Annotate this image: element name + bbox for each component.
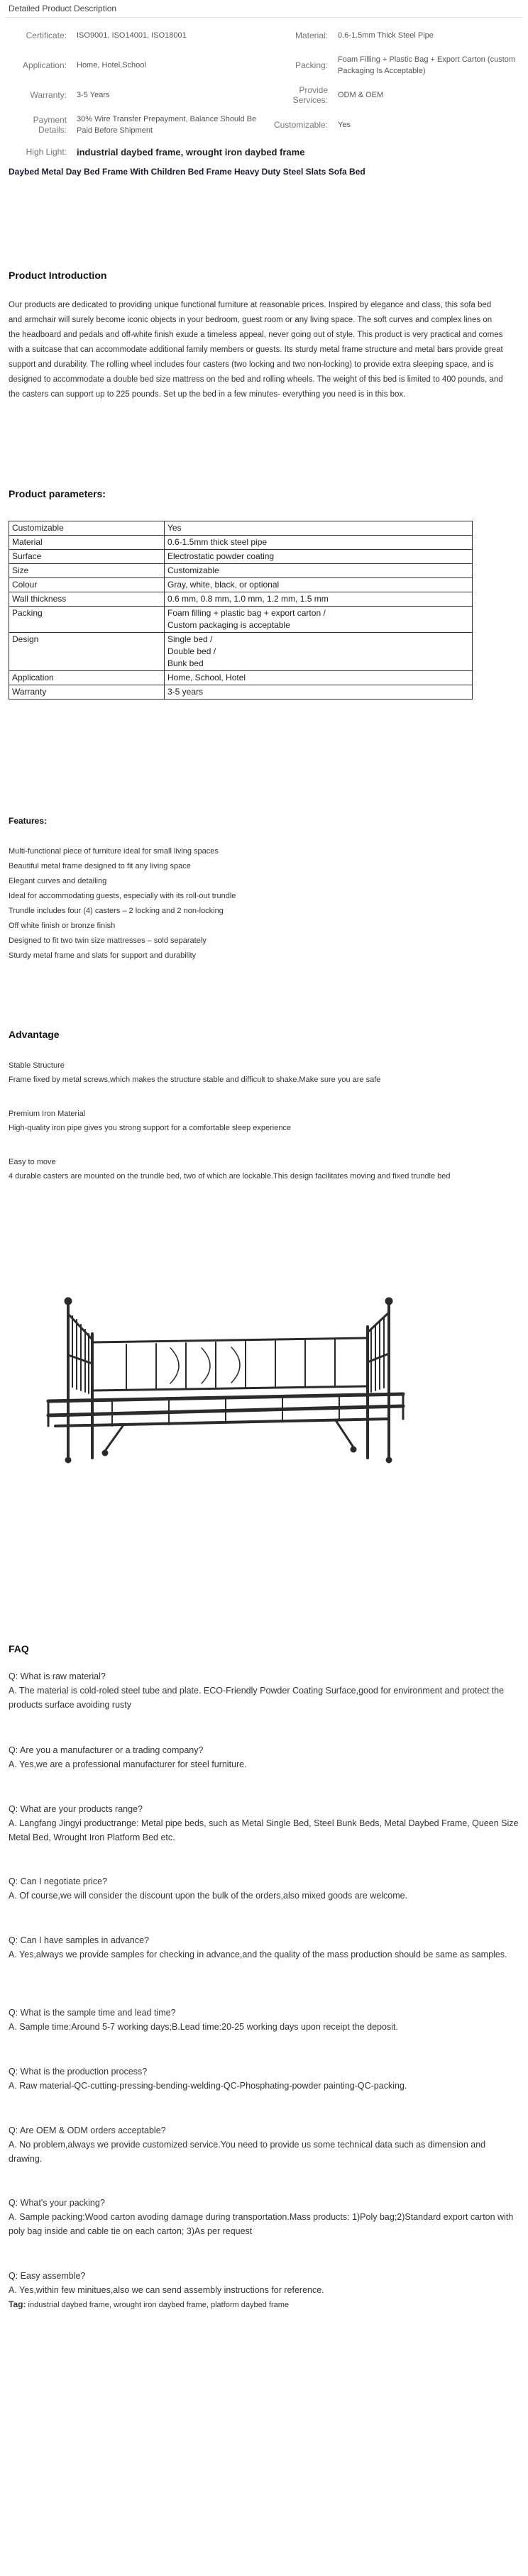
param-value (165, 633, 473, 671)
param-key: Colour (9, 578, 165, 592)
intro-text: Our products are dedicated to providing unique functional furniture at reasonable prices. Inspired by elegance and class, this sofa bed and armchair will surely become iconic objects in your bedroom, guest room or any living space. The soft curves and complex lines on the headboard and pedals and off-white finish exude a timeless appeal, never going out of style. This product is very practical and comes with a suitcase that can accommodate additional family members or guests. Its sturdy metal frame structure and metal bars provide great support and durability. The rolling wheel includes four casters (two locking and two non-locking) to provide extra sleeping space, and is designed to accommodate a double bed size mattress on the bed and rolling wheels. The weight of this bed is limited to 400 pounds, and the casters can support up to 225 pounds. Set up the bed in a few minutes- everything you need is in this box. (9, 301, 503, 399)
param-value-line: 0.6-1.5mm thick steel pipe (167, 537, 268, 547)
faq-question: Q: Are OEM & ODM orders acceptable? (9, 2126, 166, 2135)
tag-link[interactable]: platform daybed frame (210, 2301, 290, 2309)
param-value-line: Foam filling + plastic bag + export carton / (167, 608, 326, 618)
list-item: Trundle includes four (4) casters – 2 locking and 2 non-locking (9, 907, 224, 915)
advantage-text: 4 durable casters are mounted on the trundle bed, two of which are lockable.This design facilitates moving and fixed trundle bed (9, 1172, 451, 1181)
table-row (9, 578, 473, 592)
daybed-photo (6, 1213, 522, 1511)
spec-value: 0.6-1.5mm Thick Steel Pipe (338, 31, 434, 40)
param-key: Size (9, 564, 165, 578)
param-value (165, 592, 473, 607)
list-item: Designed to fit two twin size mattresses – sold separately (9, 936, 207, 945)
table-row (9, 633, 473, 671)
param-value-line: 3-5 years (167, 687, 204, 697)
product-detail-page (6, 0, 522, 2309)
faq-answer: A. Yes,within few minitues,also we can send assembly instructions for reference. (9, 2285, 324, 2295)
product-subtitle: Daybed Metal Day Bed Frame With Children Bed Frame Heavy Duty Steel Slats Sofa Bed (9, 167, 365, 177)
spec-value: ISO9001, ISO14001, ISO18001 (77, 31, 187, 40)
spec-value: 30% Wire Transfer Prepayment, Balance Should Be Paid Before Shipment (77, 115, 257, 135)
param-value-line: Electrostatic powder coating (167, 551, 275, 561)
param-key: Material (9, 536, 165, 550)
param-key: Customizable (9, 521, 165, 536)
faq-answer: A. Of course,we will consider the discount upon the bulk of the orders,also mixed goods are welcome. (9, 1891, 408, 1901)
faq-question: Q: Can I have samples in advance? (9, 1935, 150, 1945)
highlight-value: industrial daybed frame, wrought iron daybed frame (77, 146, 305, 157)
faq-answer: A. Sample time:Around 5-7 working days;B.Lead time:20-25 working days upon receipt the deposit. (9, 2022, 398, 2032)
list-item: Beautiful metal frame designed to fit any living space (9, 862, 191, 870)
param-value-line: 0.6 mm, 0.8 mm, 1.0 mm, 1.2 mm, 1.5 mm (167, 594, 329, 604)
param-value-line: Single bed / (167, 634, 213, 644)
param-value-line: Customizable (167, 565, 219, 575)
spec-label: Certificate: (26, 31, 67, 40)
faq-question: Q: Can I negotiate price? (9, 1876, 107, 1886)
faq-question: Q: What's your packing? (9, 2198, 105, 2208)
spec-value: Yes (338, 121, 351, 129)
advantage-text: Frame fixed by metal screws,which makes the structure stable and difficult to shake.Make sure you are safe (9, 1076, 381, 1084)
param-value (165, 550, 473, 564)
faq-question: Q: Are you a manufacturer or a trading company? (9, 1745, 204, 1755)
list-item: Elegant curves and detailing (9, 877, 107, 885)
tag-label: Tag: (9, 2299, 26, 2309)
advantage-text: High-quality iron pipe gives you strong support for a comfortable sleep experience (9, 1124, 292, 1132)
tab-detailed-description[interactable] (6, 0, 522, 18)
spec-label: Payment Details: (33, 115, 67, 135)
table-row (9, 550, 473, 564)
param-value (165, 564, 473, 578)
table-row (9, 607, 473, 633)
param-value (165, 685, 473, 700)
table-row (9, 685, 473, 700)
tab-label: Detailed Product Description (9, 4, 117, 13)
param-value-line: Yes (167, 523, 182, 533)
advantage-title: Stable Structure (9, 1061, 65, 1070)
list-item: Off white finish or bronze finish (9, 922, 116, 930)
list-item: Sturdy metal frame and slats for support and durability (9, 951, 197, 960)
spec-row (6, 22, 522, 49)
param-value (165, 607, 473, 633)
features-list (6, 844, 236, 963)
param-value-line: Gray, white, black, or optional (167, 580, 280, 590)
spec-label: Provide Services: (292, 85, 328, 105)
param-value-line: Home, School, Hotel (167, 673, 246, 682)
faq-answer: A. No problem,always we provide customized service.You need to provide us some technical data such as dimension and drawing. (9, 2140, 486, 2164)
spec-label: Customizable: (273, 120, 328, 130)
faq-question: Q: What is raw material? (9, 1671, 106, 1681)
param-value (165, 521, 473, 536)
tag-link[interactable]: wrought iron daybed frame, (113, 2301, 209, 2309)
faq-question: Q: What is the sample time and lead time? (9, 2008, 176, 2018)
table-row (9, 536, 473, 550)
faq-heading: FAQ (9, 1643, 29, 1654)
highlight-label: High Light: (26, 147, 67, 157)
param-value (165, 536, 473, 550)
list-item: Ideal for accommodating guests, especially with its roll-out trundle (9, 892, 236, 900)
table-row (9, 671, 473, 685)
param-key: Packing (9, 607, 165, 633)
param-key: Wall thickness (9, 592, 165, 607)
advantage-title: Premium Iron Material (9, 1110, 86, 1118)
faq-answer: A. Langfang Jingyi productrange: Metal pipe beds, such as Metal Single Bed, Steel Bunk Beds, Metal Daybed Frame, Queen Size Metal Bed, Wrought Iron Platform Bed etc. (9, 1818, 519, 1842)
spec-label: Material: (295, 31, 328, 40)
faq-question: Q: What are your products range? (9, 1804, 143, 1814)
param-key: Design (9, 633, 165, 671)
tag-bar (9, 2299, 289, 2309)
intro-heading: Product Introduction (9, 270, 107, 281)
faq-answer: A. Yes,we are a professional manufacturer for steel furniture. (9, 1759, 247, 1769)
table-row (9, 592, 473, 607)
tag-link[interactable]: industrial daybed frame, (28, 2301, 111, 2309)
faq-answer: A. Raw material-QC-cutting-pressing-bending-welding-QC-Phosphating-powder painting-QC-packing. (9, 2081, 407, 2091)
faq-answer: A. Sample packing:Wood carton avoding damage during transportation.Mass products: 1)Poly bag;2)Standard export carton with poly bag inside and cable tie on each carton; 3)As per request (9, 2212, 514, 2236)
spec-row (6, 49, 522, 82)
param-value (165, 578, 473, 592)
advantage-heading: Advantage (9, 1029, 60, 1040)
param-value (165, 671, 473, 685)
advantage-title: Easy to move (9, 1158, 56, 1166)
spec-value: Foam Filling + Plastic Bag + Export Carton (custom Packaging Is Acceptable) (338, 55, 516, 75)
spec-label: Warranty: (30, 90, 67, 100)
daybed-icon (6, 1213, 522, 1511)
list-item: Multi-functional piece of furniture ideal for small living spaces (9, 847, 219, 856)
spec-label: Packing: (295, 60, 328, 70)
spec-value: ODM & OEM (338, 91, 384, 99)
param-value-line: Bunk bed (167, 658, 204, 668)
features-heading: Features: (9, 816, 48, 826)
spec-value: 3-5 Years (77, 91, 110, 99)
faq-question: Q: Easy assemble? (9, 2271, 86, 2281)
table-row (9, 521, 473, 536)
faq-question: Q: What is the production process? (9, 2067, 148, 2077)
spec-grid (6, 22, 522, 162)
param-key: Warranty (9, 685, 165, 700)
params-table (9, 521, 473, 700)
param-value-line: Custom packaging is acceptable (167, 620, 290, 630)
spec-row (6, 109, 522, 141)
param-value-line: Double bed / (167, 646, 216, 656)
spec-row (6, 82, 522, 109)
table-row (9, 564, 473, 578)
faq-answer: A. Yes,always we provide samples for checking in advance,and the quality of the mass production should be same as samples. (9, 1950, 507, 1959)
spec-label: Application: (22, 60, 67, 70)
param-key: Surface (9, 550, 165, 564)
faq-answer: A. The material is cold-roled steel tube and plate. ECO-Friendly Powder Coating Surface,good for environment and protect the products surface avoiding rusty (9, 1686, 505, 1710)
spec-row-highlight (6, 141, 522, 162)
params-heading: Product parameters: (9, 488, 106, 499)
spec-value: Home, Hotel,School (77, 61, 146, 70)
param-key: Application (9, 671, 165, 685)
